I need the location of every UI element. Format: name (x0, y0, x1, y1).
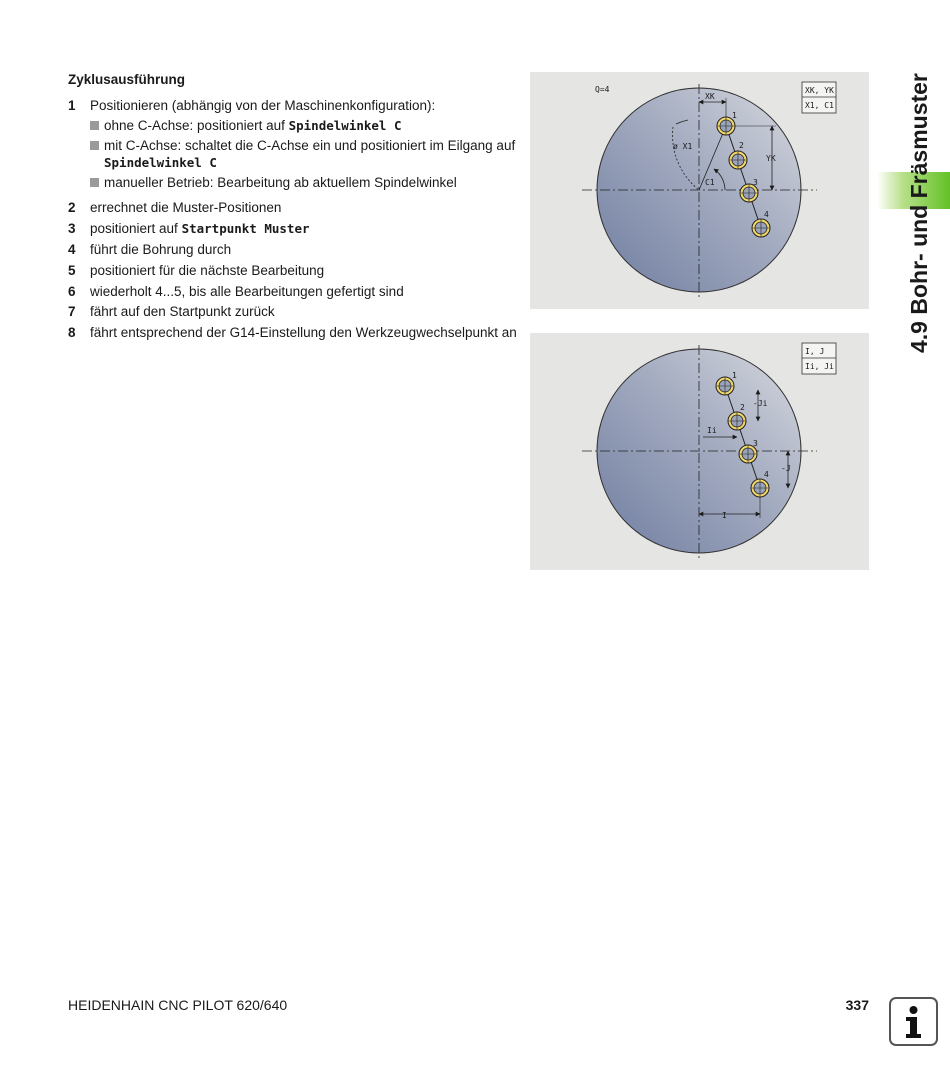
step-text: fährt auf den Startpunkt zurück (90, 304, 275, 320)
hole-number-label: 3 (753, 178, 758, 187)
step-number: 4 (68, 241, 76, 257)
sub-item (90, 117, 518, 134)
sub-item-text: ohne C-Achse: positioniert auf (104, 118, 289, 133)
pattern-figure-polar (530, 72, 869, 309)
hole-4 (751, 479, 769, 497)
step-item (68, 324, 518, 341)
bullet-square-icon (90, 178, 99, 187)
legend-box (802, 82, 836, 113)
step-item (68, 262, 518, 279)
legend-entry: I, J (805, 347, 825, 356)
j-label: -J (781, 464, 791, 473)
yk-label: YK (766, 154, 776, 163)
step-text: wiederholt 4...5, bis alle Bearbeitungen gefertigt sind (90, 283, 404, 299)
step-number: 3 (68, 220, 76, 236)
xk-label: XK (705, 92, 715, 101)
step-code: Startpunkt Muster (181, 220, 310, 236)
legend-entry: XK, YK (805, 86, 834, 95)
step-item (68, 303, 518, 320)
c1-label: C1 (705, 178, 715, 187)
hole-2 (728, 412, 746, 430)
sub-item (90, 137, 518, 171)
x1-label: ø X1 (673, 142, 693, 151)
hole-number-label: 2 (739, 141, 744, 150)
i-label: I (722, 511, 727, 520)
step-number: 2 (68, 200, 76, 215)
legend-entry: Ii, Ji (805, 362, 834, 371)
q-label: Q=4 (595, 85, 610, 94)
figure-polar-drawing (530, 72, 869, 309)
hole-number-label: 2 (740, 403, 745, 412)
sub-item-text: manueller Betrieb: Bearbeitung ab aktuellem Spindelwinkel (104, 175, 457, 190)
page-number: 337 (845, 997, 869, 1013)
step-number: 5 (68, 262, 76, 278)
step-number: 7 (68, 304, 76, 320)
step-item (68, 283, 518, 300)
step-item (68, 241, 518, 258)
hole-number-label: 1 (732, 111, 737, 120)
step-item (68, 97, 518, 191)
hole-number-label: 3 (753, 439, 758, 448)
step-text: fährt entsprechend der G14-Einstellung den Werkzeugwechselpunkt an (90, 325, 517, 341)
step-list (68, 97, 518, 345)
bullet-square-icon (90, 141, 99, 150)
hole-number-label: 1 (732, 371, 737, 380)
info-button[interactable] (889, 997, 938, 1046)
step-item (68, 199, 518, 216)
chapter-title: 4.9 Bohr- und Fräsmuster (906, 73, 932, 353)
bullet-square-icon (90, 121, 99, 130)
step-text: positioniert auf (90, 220, 182, 236)
step-number: 1 (68, 98, 76, 113)
step-text: führt die Bohrung durch (90, 241, 232, 257)
sub-item (90, 174, 518, 191)
info-icon (891, 999, 936, 1044)
ji-label: -Ji (753, 399, 768, 408)
footer-product: HEIDENHAIN CNC PILOT 620/640 (68, 997, 288, 1013)
sub-item-code: Spindelwinkel C (288, 118, 402, 133)
hole-2 (729, 151, 747, 169)
step-number: 6 (68, 283, 76, 299)
sub-item-text: mit C-Achse: schaltet die C-Achse ein und positioniert im Eilgang auf (104, 138, 516, 153)
legend-box (802, 343, 836, 374)
hole-number-label: 4 (764, 470, 769, 479)
step-text: errechnet die Muster-Positionen (90, 200, 282, 215)
pattern-figure-cartesian (530, 333, 869, 570)
sub-item-code: Spindelwinkel C (104, 155, 217, 170)
ii-label: Ii (707, 426, 717, 435)
step-text: Positionieren (abhängig von der Maschinenkonfiguration): (90, 98, 436, 113)
hole-4 (752, 219, 770, 237)
step-item (68, 220, 518, 237)
hole-number-label: 4 (764, 210, 769, 219)
step-text: positioniert für die nächste Bearbeitung (90, 262, 325, 278)
section-heading: Zyklusausführung (68, 72, 186, 87)
legend-entry: X1, C1 (805, 101, 834, 110)
figure-cartesian-drawing (530, 333, 869, 570)
step-number: 8 (68, 325, 76, 341)
